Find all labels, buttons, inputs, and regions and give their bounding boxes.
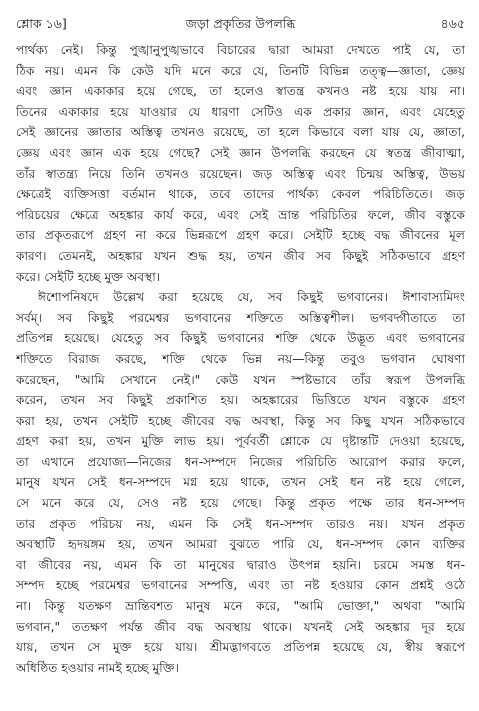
text-line: যায়, তখন সে মুক্ত হয়ে যায়। শ্রীমদ্ভাগবতে প্রতিপন্ন হয়েছে যে, স্বীয় স্বরূপে — [16, 640, 465, 655]
page-number: ৪৬৫ — [440, 16, 465, 31]
text-line: জ্ঞেয় এবং জ্ঞান এক হয়ে গেছে? সেই জ্ঞান উপলব্ধি করছেন যে স্বতন্ত্র জীবাত্মা, — [16, 145, 465, 160]
text-line: সম্পদ হচ্ছে পরমেশ্বর ভগবানের সম্পত্তি, এবং তা নষ্ট হওয়ার কোন প্রশ্নই ওঠে — [16, 578, 465, 593]
text-line: অবস্থাটি হৃদয়ঙ্গম হয়, তখন আমরা বুঝতে পারি যে, ধন-সম্পদ কোন ব্যক্তির — [16, 537, 465, 552]
text-line: করেন, তখন সব কিছুই প্রকাশিত হয়। অহঙ্কারের ভিত্তিতে যখন বস্তুকে গ্রহণ — [16, 393, 465, 408]
paragraph-1 — [16, 40, 465, 287]
paragraph-2 — [16, 287, 465, 678]
text-line: প্রতিপন্ন হয়েছে। যেহেতু সব কিছুই ভগবানের শক্তি থেকে উদ্ভূত এবং ভগবানের — [16, 331, 465, 346]
chapter-title: জড়া প্রকৃতির উপলব্ধি — [185, 16, 296, 31]
text-line: সেই জ্ঞানের জ্ঞাতার অস্তিত্ব তখনও রয়েছে, তা হলে কিভাবে বলা যায় যে, জ্ঞাতা, — [16, 125, 465, 140]
text-line: করেছেন, "আমি সেখানে নেই।" কেউ যখন স্পষ্টভাবে তাঁর স্বরূপ উপলব্ধি — [16, 372, 465, 387]
text-line: সে মনে করে যে, সেও নষ্ট হয়ে গেছে। কিন্তু প্রকৃত পক্ষে তার ধন-সম্পদ — [16, 496, 465, 511]
text-line: করা হয়, তখন সেইটি হচ্ছে জীবের বদ্ধ অবস্থা, কিন্তু সব কিছু যখন সঠিকভাবে — [16, 413, 465, 428]
body-text — [16, 40, 465, 678]
text-line: ঠিক নয়। এমন কি কেউ যদি মনে করে যে, তিনটি বিভিন্ন তত্ত্ব—জ্ঞাতা, জ্ঞেয় — [16, 63, 465, 78]
text-line: তা এখানে প্রযোজ্য—নিজের ধন-সম্পদে নিজের পরিচিতি আরোপ করার ফলে, — [16, 454, 465, 469]
text-line: না। কিন্তু যতক্ষণ ভ্রান্তিবশত মানুষ মনে করে, "আমি ভোক্তা," অথবা "আমি — [16, 599, 465, 614]
text-line: করে। সেইটি হচ্ছে মুক্ত অবস্থা। — [16, 269, 161, 284]
text-line: বা জীবের নয়, এমন কি তা মানুষের দ্বারাও উৎপন্ন হয়নি। চরমে সমস্ত ধন- — [16, 557, 465, 572]
text-line: অধিষ্ঠিত হওয়ার নামই হচ্ছে মুক্তি। — [16, 660, 179, 675]
text-line: তাঁর স্বাতন্ত্র্য নিয়ে তিনি তখনও রয়েছেন। জড় অস্তিত্ব এবং চিন্ময় অস্তিত্ব, উভয় — [16, 166, 465, 181]
text-line: এবং জ্ঞান একাকার হয়ে গেছে, তা হলেও স্বাতন্ত্র কখনও নষ্ট হয়ে যায় না। — [16, 84, 465, 99]
text-line: পার্থক্য নেই। কিন্তু পুঙ্খানুপুঙ্খভাবে বিচারের দ্বারা আমরা দেখতে পাই যে, তা — [16, 43, 465, 57]
page-header — [16, 10, 465, 40]
text-line: ভগবান," ততক্ষণ পর্যন্ত জীব বদ্ধ অবস্থায় থাকে। যখনই সেই অহঙ্কার দূর হয়ে — [16, 619, 465, 634]
text-line: ঈশোপনিষদে উল্লেখ করা হয়েছে যে, সব কিছুই ভগবানের। ঈশাবাস্যমিদং — [38, 290, 465, 305]
text-line: মানুষ যখন সেই ধন-সম্পদে মগ্ন হয়ে থাকে, তখন সেই ধন নষ্ট হয়ে গেলে, — [16, 475, 465, 490]
text-line: পরিচয়ের ক্ষেত্রে অহঙ্কার কার্য করে, এবং সেই ভ্রান্ত পরিচিতির ফলে, জীব বস্তুকে — [16, 207, 465, 222]
text-line: ক্ষেত্রেই ব্যক্তিসত্তা বর্তমান থাকে, তবে তাদের পার্থক্য কেবল পরিচিতিতে। জড় — [16, 187, 465, 202]
verse-reference: শ্লোক ১৬] — [16, 16, 67, 31]
text-line: তিনের একাকার হয়ে যাওয়ার যে ধারণা সেটিও এক প্রকার জ্ঞান, এবং যেহেতু — [16, 104, 465, 119]
text-line: তার প্রকৃতরূপে গ্রহণ না করে ভিন্নরূপে গ্রহণ করে। সেইটি হচ্ছে বদ্ধ জীবনের মূল — [16, 228, 465, 243]
text-line: তার প্রকৃত পরিচয় নয়, এমন কি সেই ধন-সম্পদ তারও নয়। যখন প্রকৃত — [16, 516, 465, 531]
text-line: সর্বম্। সব কিছুই পরমেশ্বর ভগবানের শক্তিতে অস্তিত্বশীল। ভগবদ্গীতাতে তা — [16, 310, 465, 325]
text-line: কারণ। তেমনই, অহঙ্কার যখন শুদ্ধ হয়, তখন জীব সব কিছুই সঠিকভাবে গ্রহণ — [16, 248, 465, 263]
text-line: গ্রহণ করা হয়, তখন মুক্তি লাভ হয়। পূর্ববর্তী শ্লোকে যে দৃষ্টান্তটি দেওয়া হয়েছে, — [16, 434, 465, 449]
text-line: শক্তিতে বিরাজ করছে, শক্তি থেকে ভিন্ন নয়—কিন্তু তবুও ভগবান ঘোষণা — [16, 351, 465, 366]
